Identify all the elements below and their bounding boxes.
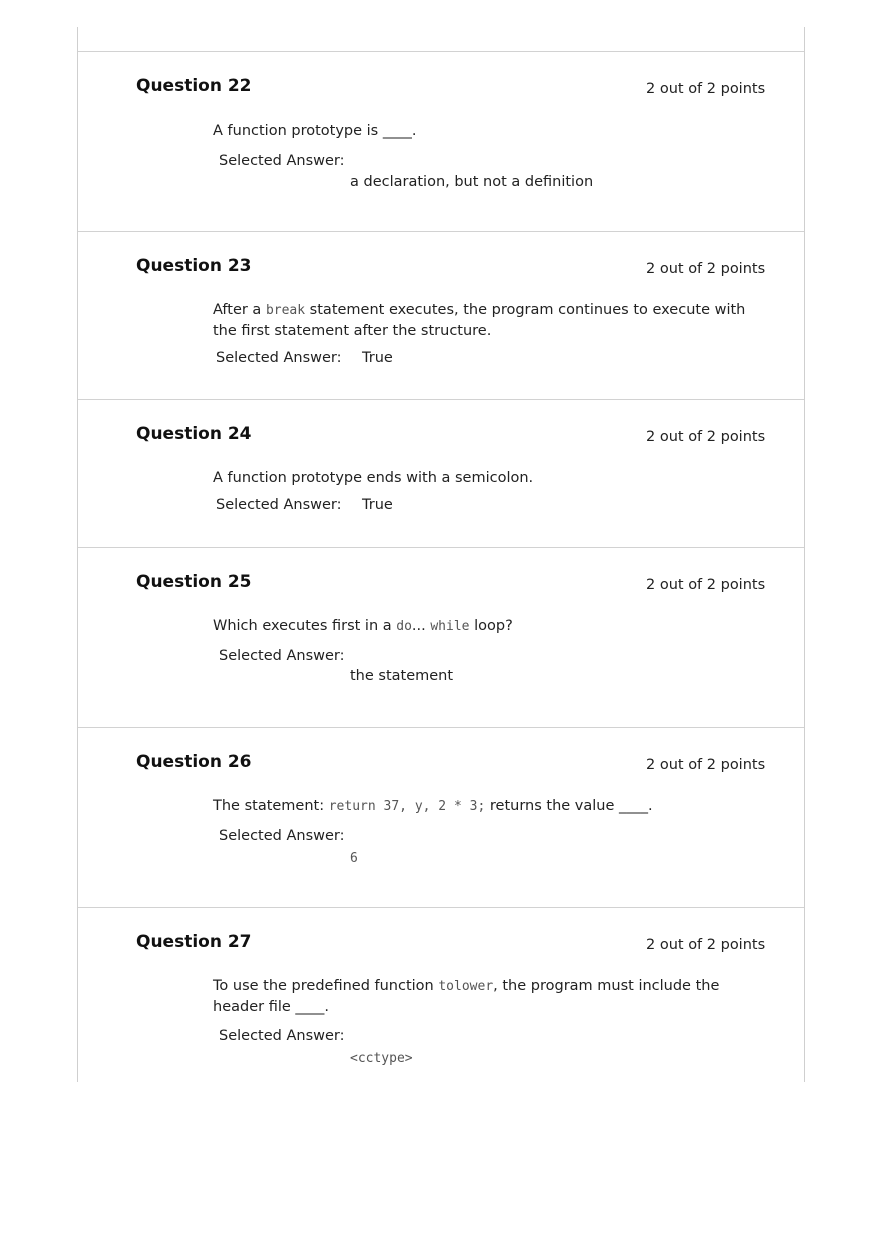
question-text-post: returns the value ____. xyxy=(485,798,653,814)
question-text-mid: ... xyxy=(411,618,431,634)
question-title: Question 24 xyxy=(136,424,252,444)
code-break: break xyxy=(265,303,306,318)
question-block-23 xyxy=(78,231,804,399)
selected-answer-value: <cctype> xyxy=(350,1051,413,1066)
selected-answer-label: Selected Answer: xyxy=(219,828,345,844)
question-text-post: , the program must include the header file ____. xyxy=(213,978,720,1015)
question-block-25 xyxy=(78,547,804,727)
selected-answer-label: Selected Answer: xyxy=(219,153,345,169)
selected-answer-label: Selected Answer: xyxy=(219,1028,345,1044)
selected-answer-label: Selected Answer: xyxy=(216,350,342,366)
question-points: 2 out of 2 points xyxy=(646,577,766,593)
question-title: Question 23 xyxy=(136,256,252,276)
question-points: 2 out of 2 points xyxy=(646,261,766,277)
code-tolower: tolower xyxy=(438,979,494,994)
question-title: Question 22 xyxy=(136,76,252,96)
question-title: Question 25 xyxy=(136,572,252,592)
question-text: A function prototype ends with a semicolon. xyxy=(213,470,534,486)
question-block-26 xyxy=(78,727,804,907)
question-points: 2 out of 2 points xyxy=(646,429,766,445)
question-points: 2 out of 2 points xyxy=(646,757,766,773)
question-title: Question 27 xyxy=(136,932,252,952)
code-while: while xyxy=(430,619,470,634)
question-block-24 xyxy=(78,399,804,547)
selected-answer-label: Selected Answer: xyxy=(216,497,342,513)
question-text-pre: Which executes first in a xyxy=(213,618,397,634)
code-do: do xyxy=(396,619,412,634)
selected-answer-value: 6 xyxy=(350,851,358,866)
question-text-pre: The statement: xyxy=(213,798,329,814)
selected-answer-value: the statement xyxy=(350,668,454,684)
question-text-post: loop? xyxy=(469,618,513,634)
quiz-results-frame xyxy=(77,27,805,1082)
question-text xyxy=(213,300,773,341)
question-text: A function prototype is ____. xyxy=(213,123,417,139)
question-title: Question 26 xyxy=(136,752,252,772)
code-return: return 37, y, 2 * 3; xyxy=(328,799,486,814)
question-block-27 xyxy=(78,907,804,1083)
question-points: 2 out of 2 points xyxy=(646,81,766,97)
selected-answer-label: Selected Answer: xyxy=(219,648,345,664)
selected-answer-value: a declaration, but not a definition xyxy=(350,174,594,190)
question-text-pre: After a xyxy=(213,302,266,318)
question-text xyxy=(213,976,773,1017)
question-block-22 xyxy=(78,51,804,231)
question-text-post: statement executes, the program continues to execute with the first statement after the structure. xyxy=(213,302,746,339)
question-points: 2 out of 2 points xyxy=(646,937,766,953)
selected-answer-value: True xyxy=(362,497,393,513)
selected-answer-value: True xyxy=(362,350,393,366)
question-text xyxy=(213,616,773,637)
question-text xyxy=(213,796,773,817)
question-text-pre: To use the predefined function xyxy=(213,978,439,994)
